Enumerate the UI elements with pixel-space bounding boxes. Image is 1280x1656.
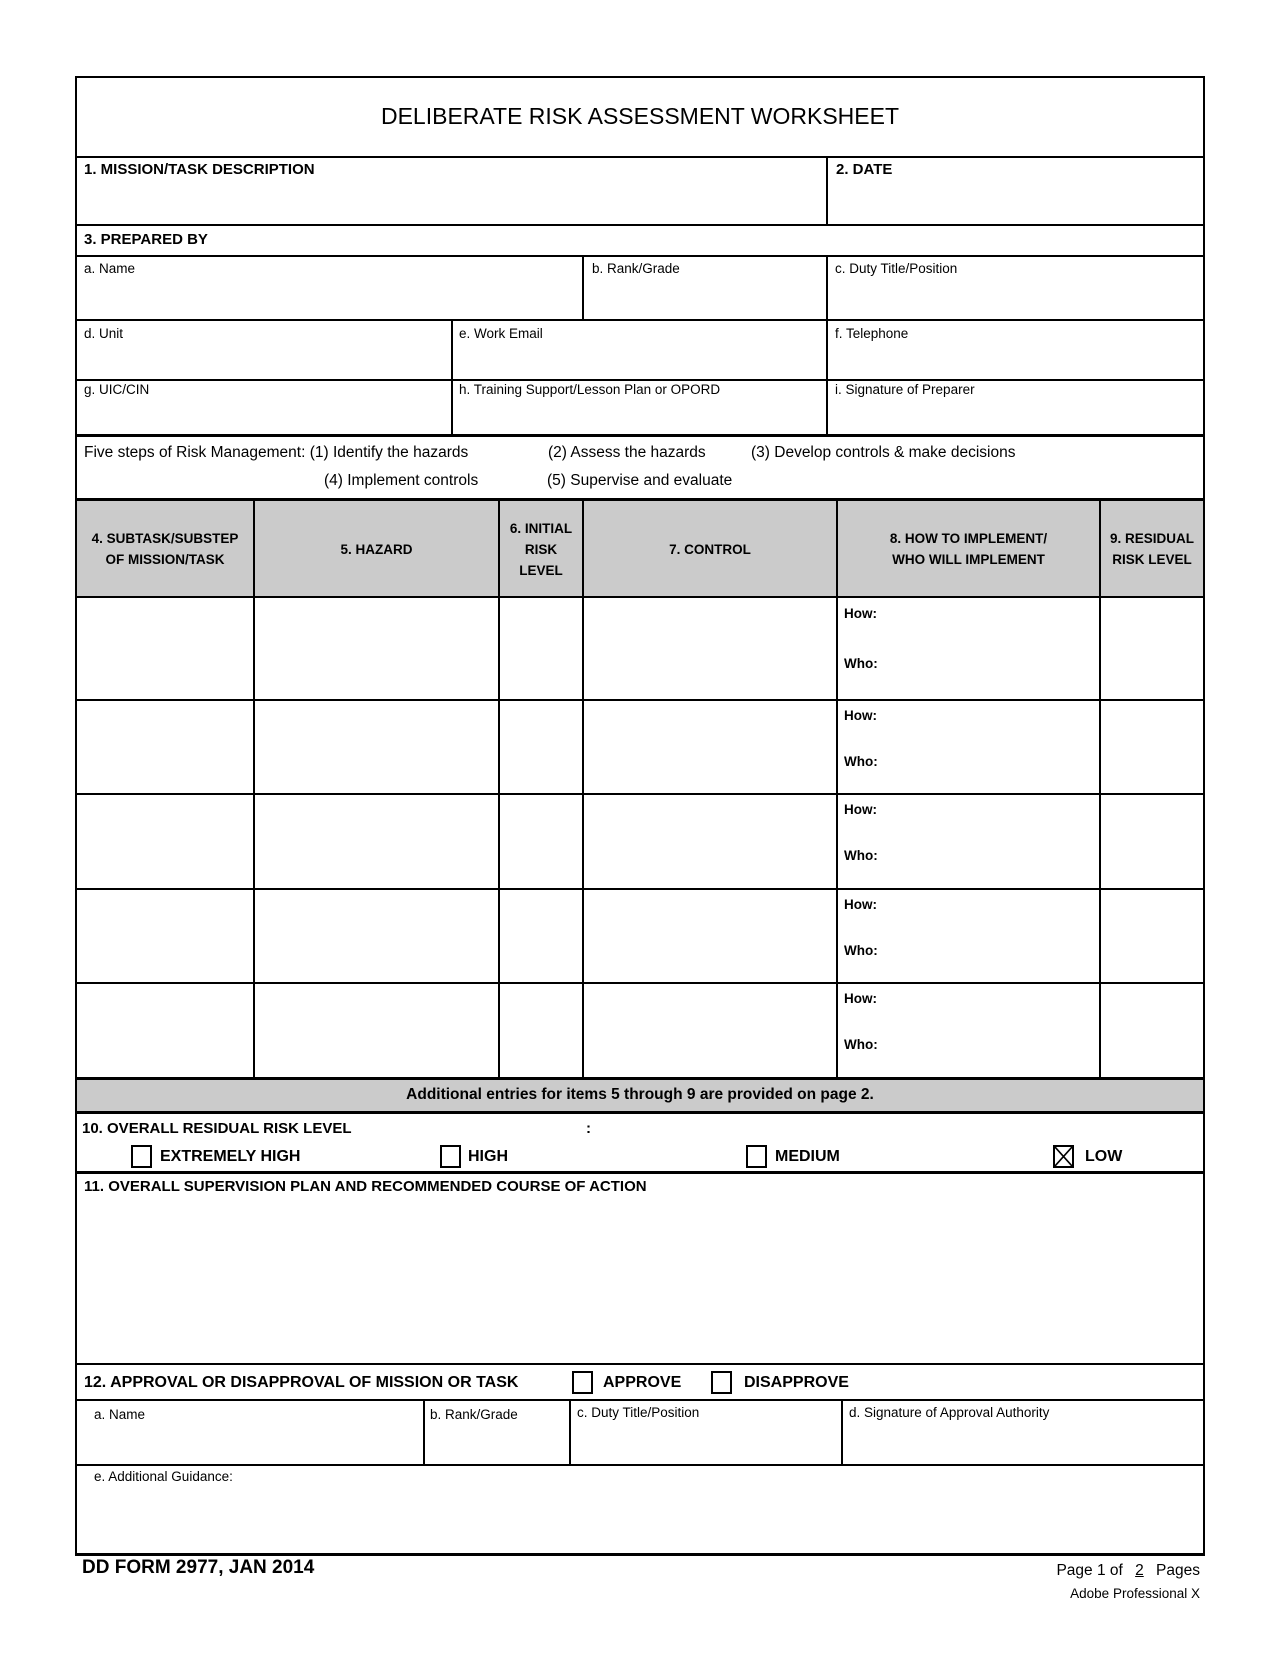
header-initial-risk: 6. INITIAL RISK LEVEL bbox=[509, 520, 573, 578]
residual-risk-cell[interactable] bbox=[1101, 598, 1203, 698]
residual-risk-colon: : bbox=[586, 1120, 591, 1137]
approver-name-field[interactable] bbox=[77, 1401, 423, 1464]
hazard-cell[interactable] bbox=[255, 889, 498, 981]
preparer-unit-field[interactable] bbox=[77, 321, 451, 379]
approver-rank-field[interactable] bbox=[425, 1401, 569, 1464]
label-extremely-high: EXTREMELY HIGH bbox=[160, 1148, 301, 1165]
preparer-rank-field[interactable] bbox=[584, 257, 826, 319]
how-label: How: bbox=[844, 991, 877, 1006]
approver-duty-label: c. Duty Title/Position bbox=[577, 1405, 700, 1420]
approver-signature-label: d. Signature of Approval Authority bbox=[849, 1405, 1050, 1420]
preparer-duty-label: c. Duty Title/Position bbox=[835, 261, 958, 276]
mission-description-label: 1. MISSION/TASK DESCRIPTION bbox=[84, 161, 315, 178]
initial-risk-cell[interactable] bbox=[500, 794, 582, 887]
step-4: (4) Implement controls bbox=[324, 472, 479, 489]
additional-entries-note: Additional entries for items 5 through 9 are provided on page 2. bbox=[406, 1086, 874, 1103]
preparer-email-label: e. Work Email bbox=[459, 326, 543, 341]
who-label: Who: bbox=[844, 754, 878, 769]
divider bbox=[75, 224, 1205, 226]
checkbox-high[interactable] bbox=[440, 1145, 461, 1168]
training-support-label: h. Training Support/Lesson Plan or OPORD bbox=[459, 382, 721, 397]
header-control: 7. CONTROL bbox=[669, 541, 751, 557]
hazard-cell[interactable] bbox=[255, 598, 498, 698]
initial-risk-cell[interactable] bbox=[500, 889, 582, 981]
preparer-telephone-field[interactable] bbox=[829, 321, 1203, 379]
frame-top bbox=[75, 76, 1205, 78]
how-who-cell[interactable] bbox=[838, 983, 1099, 1075]
software-note: Adobe Professional X bbox=[1070, 1586, 1200, 1601]
control-cell[interactable] bbox=[584, 700, 836, 792]
preparer-rank-label: b. Rank/Grade bbox=[592, 261, 680, 276]
additional-guidance-field[interactable] bbox=[77, 1466, 1203, 1553]
how-label: How: bbox=[844, 897, 877, 912]
header-subtask: 4. SUBTASK/SUBSTEP OF MISSION/TASK bbox=[91, 531, 239, 567]
frame-right bbox=[1203, 76, 1205, 1556]
page-suffix: Pages bbox=[1151, 1562, 1200, 1579]
preparer-uic-field[interactable] bbox=[77, 381, 451, 435]
preparer-email-field[interactable] bbox=[453, 321, 825, 379]
preparer-name-field[interactable] bbox=[77, 257, 582, 319]
checkbox-low[interactable] bbox=[1053, 1145, 1074, 1168]
page-count bbox=[1056, 1562, 1200, 1580]
hazard-cell[interactable] bbox=[255, 794, 498, 887]
subtask-cell[interactable] bbox=[77, 794, 253, 887]
form-title: DELIBERATE RISK ASSESSMENT WORKSHEET bbox=[380, 103, 900, 129]
step-3: (3) Develop controls & make decisions bbox=[751, 444, 1016, 461]
date-label: 2. DATE bbox=[836, 161, 893, 178]
who-label: Who: bbox=[844, 1037, 878, 1052]
who-label: Who: bbox=[844, 848, 878, 863]
approver-name-label: a. Name bbox=[94, 1407, 146, 1422]
how-who-cell[interactable] bbox=[838, 889, 1099, 981]
control-cell[interactable] bbox=[584, 598, 836, 698]
preparer-uic-label: g. UIC/CIN bbox=[84, 382, 150, 397]
supervision-plan-label: 11. OVERALL SUPERVISION PLAN AND RECOMMENDED COURSE OF ACTION bbox=[84, 1178, 647, 1195]
checkbox-medium[interactable] bbox=[746, 1145, 767, 1168]
label-high: HIGH bbox=[468, 1148, 508, 1165]
training-support-field[interactable] bbox=[453, 381, 825, 435]
approver-signature-field[interactable] bbox=[843, 1401, 1203, 1464]
how-who-cell[interactable] bbox=[838, 700, 1099, 792]
mission-description-field[interactable] bbox=[77, 158, 827, 224]
checkbox-approve[interactable] bbox=[572, 1371, 593, 1394]
how-label: How: bbox=[844, 802, 877, 817]
page-prefix: Page 1 of bbox=[1056, 1562, 1128, 1579]
preparer-unit-label: d. Unit bbox=[84, 326, 124, 341]
preparer-signature-field[interactable] bbox=[829, 381, 1203, 435]
prepared-by-label: 3. PREPARED BY bbox=[84, 231, 208, 248]
residual-risk-cell[interactable] bbox=[1101, 983, 1203, 1075]
step-5: (5) Supervise and evaluate bbox=[547, 472, 733, 489]
header-how-who: 8. HOW TO IMPLEMENT/ WHO WILL IMPLEMENT bbox=[889, 531, 1048, 567]
preparer-signature-label: i. Signature of Preparer bbox=[835, 382, 975, 397]
approver-duty-field[interactable] bbox=[571, 1401, 841, 1464]
how-label: How: bbox=[844, 708, 877, 723]
control-cell[interactable] bbox=[584, 889, 836, 981]
initial-risk-cell[interactable] bbox=[500, 700, 582, 792]
checkbox-disapprove[interactable] bbox=[711, 1371, 732, 1394]
subtask-cell[interactable] bbox=[77, 889, 253, 981]
step-2: (2) Assess the hazards bbox=[548, 444, 706, 461]
approver-rank-label: b. Rank/Grade bbox=[430, 1407, 518, 1422]
hazard-cell[interactable] bbox=[255, 700, 498, 792]
date-field[interactable] bbox=[829, 158, 1203, 224]
label-low: LOW bbox=[1085, 1148, 1123, 1165]
residual-risk-label: 10. OVERALL RESIDUAL RISK LEVEL bbox=[82, 1120, 352, 1137]
label-medium: MEDIUM bbox=[775, 1148, 840, 1165]
hazard-cell[interactable] bbox=[255, 983, 498, 1075]
control-cell[interactable] bbox=[584, 983, 836, 1075]
header-hazard: 5. HAZARD bbox=[340, 541, 413, 557]
divider bbox=[826, 256, 828, 436]
preparer-telephone-label: f. Telephone bbox=[835, 326, 909, 341]
subtask-cell[interactable] bbox=[77, 598, 253, 698]
how-who-cell[interactable] bbox=[838, 794, 1099, 887]
label-approve: APPROVE bbox=[603, 1374, 682, 1391]
five-steps-intro: Five steps of Risk Management: (1) Identify the hazards bbox=[84, 444, 469, 461]
who-label: Who: bbox=[844, 943, 878, 958]
divider bbox=[75, 434, 1205, 437]
preparer-duty-field[interactable] bbox=[829, 257, 1203, 319]
label-disapprove: DISAPPROVE bbox=[744, 1374, 849, 1391]
divider bbox=[75, 1363, 1205, 1365]
header-residual-risk: 9. RESIDUAL RISK LEVEL bbox=[1109, 531, 1194, 567]
who-label: Who: bbox=[844, 656, 878, 671]
initial-risk-cell[interactable] bbox=[500, 983, 582, 1075]
frame-bottom bbox=[75, 1553, 1205, 1556]
divider bbox=[75, 1111, 1205, 1114]
supervision-plan-field[interactable] bbox=[77, 1174, 1203, 1363]
check-x-icon bbox=[1055, 1147, 1072, 1166]
initial-risk-cell[interactable] bbox=[500, 598, 582, 698]
subtask-cell[interactable] bbox=[77, 700, 253, 792]
residual-risk-cell[interactable] bbox=[1101, 794, 1203, 887]
how-label: How: bbox=[844, 606, 877, 621]
divider bbox=[826, 157, 828, 225]
form-id: DD FORM 2977, JAN 2014 bbox=[82, 1557, 315, 1578]
residual-risk-cell[interactable] bbox=[1101, 700, 1203, 792]
checkbox-extremely-high[interactable] bbox=[131, 1145, 152, 1168]
page-total: 2 bbox=[1135, 1562, 1144, 1579]
residual-risk-cell[interactable] bbox=[1101, 889, 1203, 981]
additional-guidance-label: e. Additional Guidance: bbox=[94, 1469, 233, 1484]
subtask-cell[interactable] bbox=[77, 983, 253, 1075]
preparer-name-label: a. Name bbox=[84, 261, 136, 276]
how-who-cell[interactable] bbox=[838, 598, 1099, 698]
approval-label: 12. APPROVAL OR DISAPPROVAL OF MISSION OR TASK bbox=[84, 1374, 519, 1391]
control-cell[interactable] bbox=[584, 794, 836, 887]
